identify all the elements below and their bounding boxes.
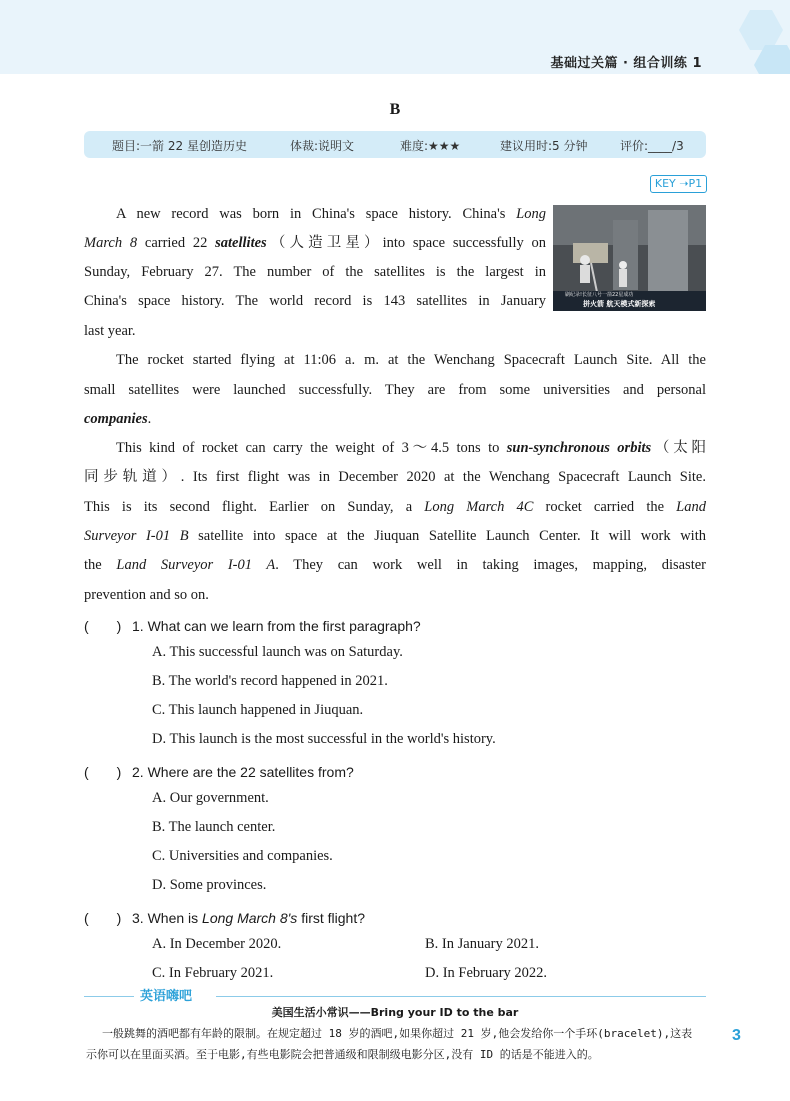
p3-l5-italic: Land Surveyor I-01 A [116, 557, 276, 573]
question-3-stem-a: 3. When is [132, 910, 203, 926]
footer-tag: 英语嗨吧 [140, 989, 193, 1004]
q3-option-d[interactable]: D. In February 2022. [425, 965, 548, 981]
photo-caption-bottom: 拼火箭 航天模式新探索 [583, 300, 656, 308]
p1-l2-text-b: （人造卫星）into space successfully on [266, 235, 546, 251]
footer-text-line-2: 示你可以在里面买酒。至于电影,有些电影院会把普通级和限制级电影分区,没有 ID 的话是不能进入的。 [86, 1048, 599, 1061]
q1-option-a[interactable]: A. This successful launch was on Saturday. [152, 644, 403, 660]
question-1-stem: 1. What can we learn from the first paragraph? [132, 618, 421, 634]
p3-line-5 [84, 555, 706, 575]
p1-l2-bold: satellites [215, 235, 267, 251]
p1-l2-text-a: carried 22 [137, 235, 216, 251]
q1-option-b[interactable]: B. The world's record happened in 2021. [152, 673, 388, 689]
p3-l4-italic: Surveyor I-01 B [84, 528, 189, 544]
hexagon-decoration [710, 0, 790, 74]
q2-option-a[interactable]: A. Our government. [152, 790, 269, 806]
info-time: 建议用时:5 分钟 [500, 139, 588, 153]
p3-l3-italic: Long March 4C [424, 499, 534, 515]
q3-option-a[interactable]: A. In December 2020. [152, 936, 282, 952]
p1-l2-italic: March 8 [84, 235, 138, 251]
info-score-blank: ____ [648, 139, 673, 153]
info-bar [84, 131, 706, 158]
p1-line-4: China's space history. The world record is 143 satellites in January [84, 293, 546, 309]
footer-divider-left [84, 996, 134, 997]
p1-line-1 [84, 204, 546, 224]
p2-line-1: The rocket started flying at 11:06 a. m. at the Wenchang Spacecraft Launch Site. All the [116, 352, 706, 368]
p3-line-3 [84, 497, 706, 517]
p3-l1-bold: sun-synchronous orbits [506, 440, 652, 456]
p1-l1-text: A new record was born in China's space history. China's [116, 206, 517, 222]
answer-blank-3[interactable]: ( ) [84, 910, 122, 926]
question-3-stem-italic: Long March 8's [202, 910, 298, 926]
info-score [620, 137, 684, 154]
info-difficulty: 难度:★★★ [400, 139, 461, 153]
info-score-total: /3 [672, 139, 684, 153]
q2-option-b[interactable]: B. The launch center. [152, 819, 276, 835]
p3-l3-italic-2: Land [676, 499, 706, 515]
footer-title: 美国生活小常识——Bring your ID to the bar [271, 1006, 519, 1019]
key-badge[interactable]: KEY ➝P1 [650, 175, 707, 193]
question-2-stem: 2. Where are the 22 satellites from? [132, 764, 354, 780]
question-3-stem-b: first flight? [297, 910, 366, 926]
rocket-photo [553, 205, 706, 311]
p1-line-3: Sunday, February 27. The number of the satellites is the largest in [84, 264, 546, 280]
p3-line-2: 同步轨道）. Its first flight was in December 2020 at the Wenchang Spacecraft Launch Site. [84, 469, 706, 485]
question-1 [84, 616, 421, 636]
info-topic: 题目:一箭 22 星创造历史 [112, 139, 247, 153]
p2-l3-text: . [147, 411, 152, 427]
p3-l1-text-a: This kind of rocket can carry the weight of 3～4.5 tons to [116, 440, 507, 456]
q3-option-c[interactable]: C. In February 2021. [152, 965, 274, 981]
p2-line-2: small satellites were launched successfully. They are from some universities and personal [84, 382, 706, 398]
p2-line-3 [84, 409, 151, 429]
p3-l5-text-b: . They can work well in taking images, mapping, disaster [275, 557, 706, 573]
q3-option-b[interactable]: B. In January 2021. [425, 936, 539, 952]
footer-text-line-1: 一般跳舞的酒吧都有年龄的限制。在规定超过 18 岁的酒吧,如果你超过 21 岁,他会发给你一个手环(bracelet),这表 [102, 1027, 693, 1040]
header-title: 基础过关篇 · 组合训练 1 [550, 56, 702, 71]
question-3 [84, 908, 365, 928]
p3-line-6: prevention and so on. [84, 587, 209, 603]
p3-line-1 [84, 438, 706, 458]
info-genre: 体裁:说明文 [290, 139, 355, 153]
photo-caption-top: 刷纪录!长征八号一箭22星成功 [565, 292, 634, 298]
info-score-label: 评价: [620, 139, 649, 153]
page-number: 3 [732, 1027, 741, 1044]
p1-l1-italic: Long [516, 206, 546, 222]
p3-l1-text-b: （太阳 [651, 440, 706, 456]
answer-blank-2[interactable]: ( ) [84, 764, 122, 780]
footer-divider-right [216, 996, 706, 997]
p1-line-2 [84, 233, 546, 253]
q1-option-d[interactable]: D. This launch is the most successful in the world's history. [152, 731, 496, 747]
p3-l4-text: satellite into space at the Jiuquan Satellite Launch Center. It will work with [188, 528, 706, 544]
p3-l5-text-a: the [84, 557, 117, 573]
q1-option-c[interactable]: C. This launch happened in Jiuquan. [152, 702, 364, 718]
p2-l3-bold: companies [84, 411, 148, 427]
answer-blank-1[interactable]: ( ) [84, 618, 122, 634]
section-letter: B [389, 101, 401, 118]
p3-l3-text-b: rocket carried the [533, 499, 677, 515]
q2-option-d[interactable]: D. Some provinces. [152, 877, 267, 893]
q2-option-c[interactable]: C. Universities and companies. [152, 848, 333, 864]
p1-line-5: last year. [84, 323, 136, 339]
p3-line-4 [84, 526, 706, 546]
question-2 [84, 762, 354, 782]
p3-l3-text-a: This is its second flight. Earlier on Sunday, a [84, 499, 425, 515]
